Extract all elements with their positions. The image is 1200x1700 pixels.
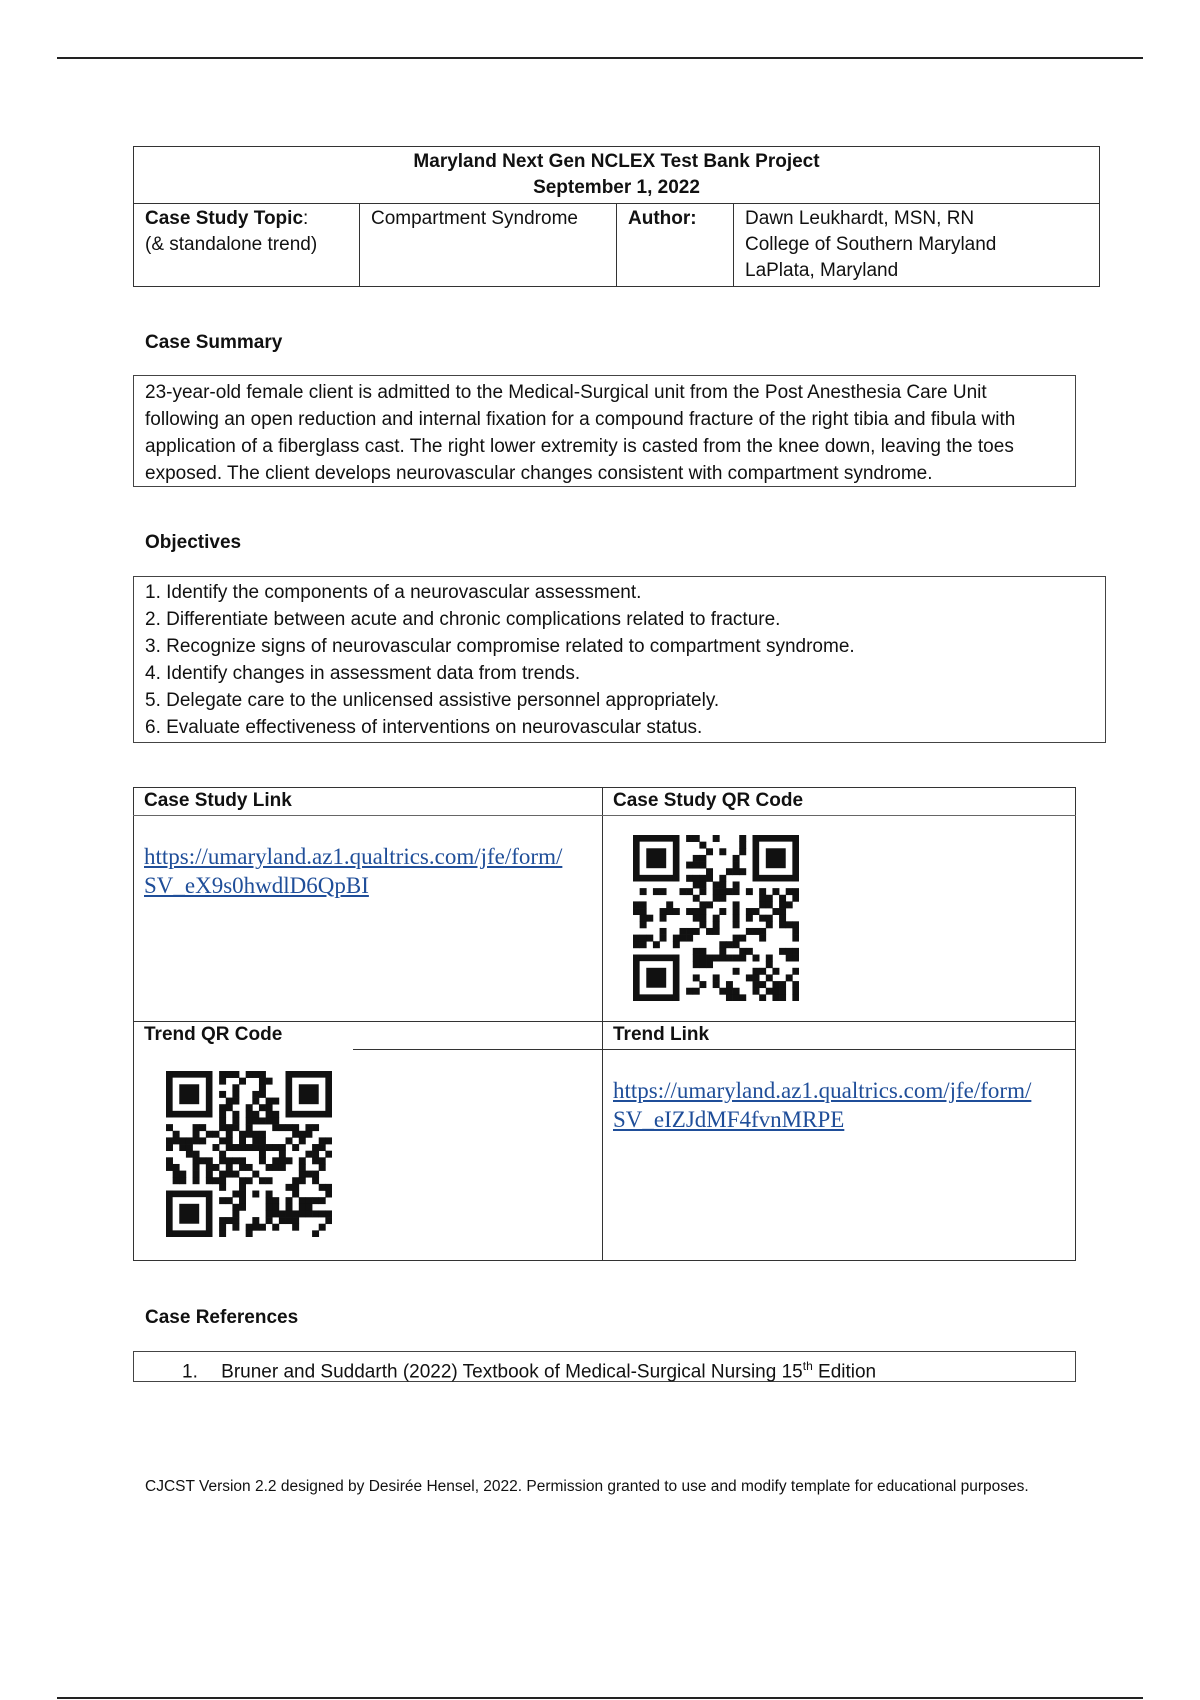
project-title: Maryland Next Gen NCLEX Test Bank Project [413, 151, 820, 172]
bottom-rule [57, 1697, 1143, 1699]
author-label-cell [617, 204, 734, 287]
top-rule [57, 57, 1143, 59]
objectives-box [133, 576, 1106, 743]
header-table [133, 146, 1100, 287]
trend-link-line1: https://umaryland.az1.qualtrics.com/jfe/form/ [613, 1078, 1032, 1103]
trend-link[interactable] [602, 1076, 1076, 1134]
objective-item: 3. Recognize signs of neurovascular compromise related to compartment syndrome. [145, 636, 855, 657]
case-link-label: Case Study Link [144, 790, 292, 811]
grid-divider-h [133, 815, 1076, 816]
qr-code-icon [166, 1071, 332, 1237]
objective-item: 4. Identify changes in assessment data from trends. [145, 663, 581, 684]
case-references-title: Case References [145, 1307, 299, 1328]
reference-suffix: Edition [812, 1361, 877, 1383]
trend-link-line2: SV_eIZJdMF4fvnMRPE [613, 1107, 845, 1132]
trend-link-cell [602, 1076, 1076, 1134]
topic-value-cell [360, 204, 617, 287]
case-summary-box [133, 375, 1076, 487]
footer-text: CJCST Version 2.2 designed by Desirée Hensel, 2022. Permission granted to use and modify template for educational purposes. [145, 1478, 1029, 1495]
trend-link-label: Trend Link [613, 1024, 710, 1045]
topic-sub: (& standalone trend) [145, 234, 318, 255]
author-label: Author: [628, 208, 697, 229]
author-location: LaPlata, Maryland [745, 260, 899, 281]
author-value-cell [734, 204, 1100, 287]
topic-label-colon: : [303, 208, 309, 229]
grid-divider-h [353, 1049, 1076, 1050]
qr-code-icon [633, 835, 799, 1001]
case-summary-title: Case Summary [145, 332, 283, 353]
case-summary-text: 23-year-old female client is admitted to the Medical-Surgical unit from the Post Anesthesia Care Unit following an open reduction and internal fixation for a compound fracture of the right tibia and fibula with application of a fiberglass cast. The right lower extremity is casted from the knee down, leaving the toes exposed. The client develops neurovascular changes consistent with compartment syndrome. [145, 382, 1016, 484]
objective-item: 5. Delegate care to the unlicensed assistive personnel appropriately. [145, 690, 720, 711]
topic-label-cell [134, 204, 360, 287]
references-box [133, 1351, 1076, 1382]
objective-item: 1. Identify the components of a neurovascular assessment. [145, 582, 642, 603]
case-study-link[interactable] [133, 842, 602, 900]
topic-value: Compartment Syndrome [371, 208, 578, 229]
project-date: September 1, 2022 [533, 177, 700, 198]
reference-sup: th [802, 1359, 813, 1373]
trend-qr-label: Trend QR Code [144, 1024, 283, 1045]
author-name: Dawn Leukhardt, MSN, RN [745, 208, 975, 229]
objective-item: 2. Differentiate between acute and chronic complications related to fracture. [145, 609, 781, 630]
objective-item: 6. Evaluate effectiveness of interventions on neurovascular status. [145, 717, 703, 738]
case-link-line2: SV_eX9s0hwdlD6QpBI [144, 873, 369, 898]
case-link-cell [133, 842, 602, 900]
reference-item [182, 1354, 876, 1384]
links-qr-grid [133, 787, 1076, 1261]
author-college: College of Southern Maryland [745, 234, 997, 255]
reference-number: 1. [182, 1361, 198, 1383]
reference-text: Bruner and Suddarth (2022) Textbook of Medical-Surgical Nursing 15 [221, 1361, 803, 1383]
objectives-title: Objectives [145, 532, 242, 553]
case-link-line1: https://umaryland.az1.qualtrics.com/jfe/form/ [144, 844, 563, 869]
header-title-cell [134, 147, 1100, 204]
case-qr-label: Case Study QR Code [613, 790, 804, 811]
topic-label: Case Study Topic [145, 208, 304, 229]
